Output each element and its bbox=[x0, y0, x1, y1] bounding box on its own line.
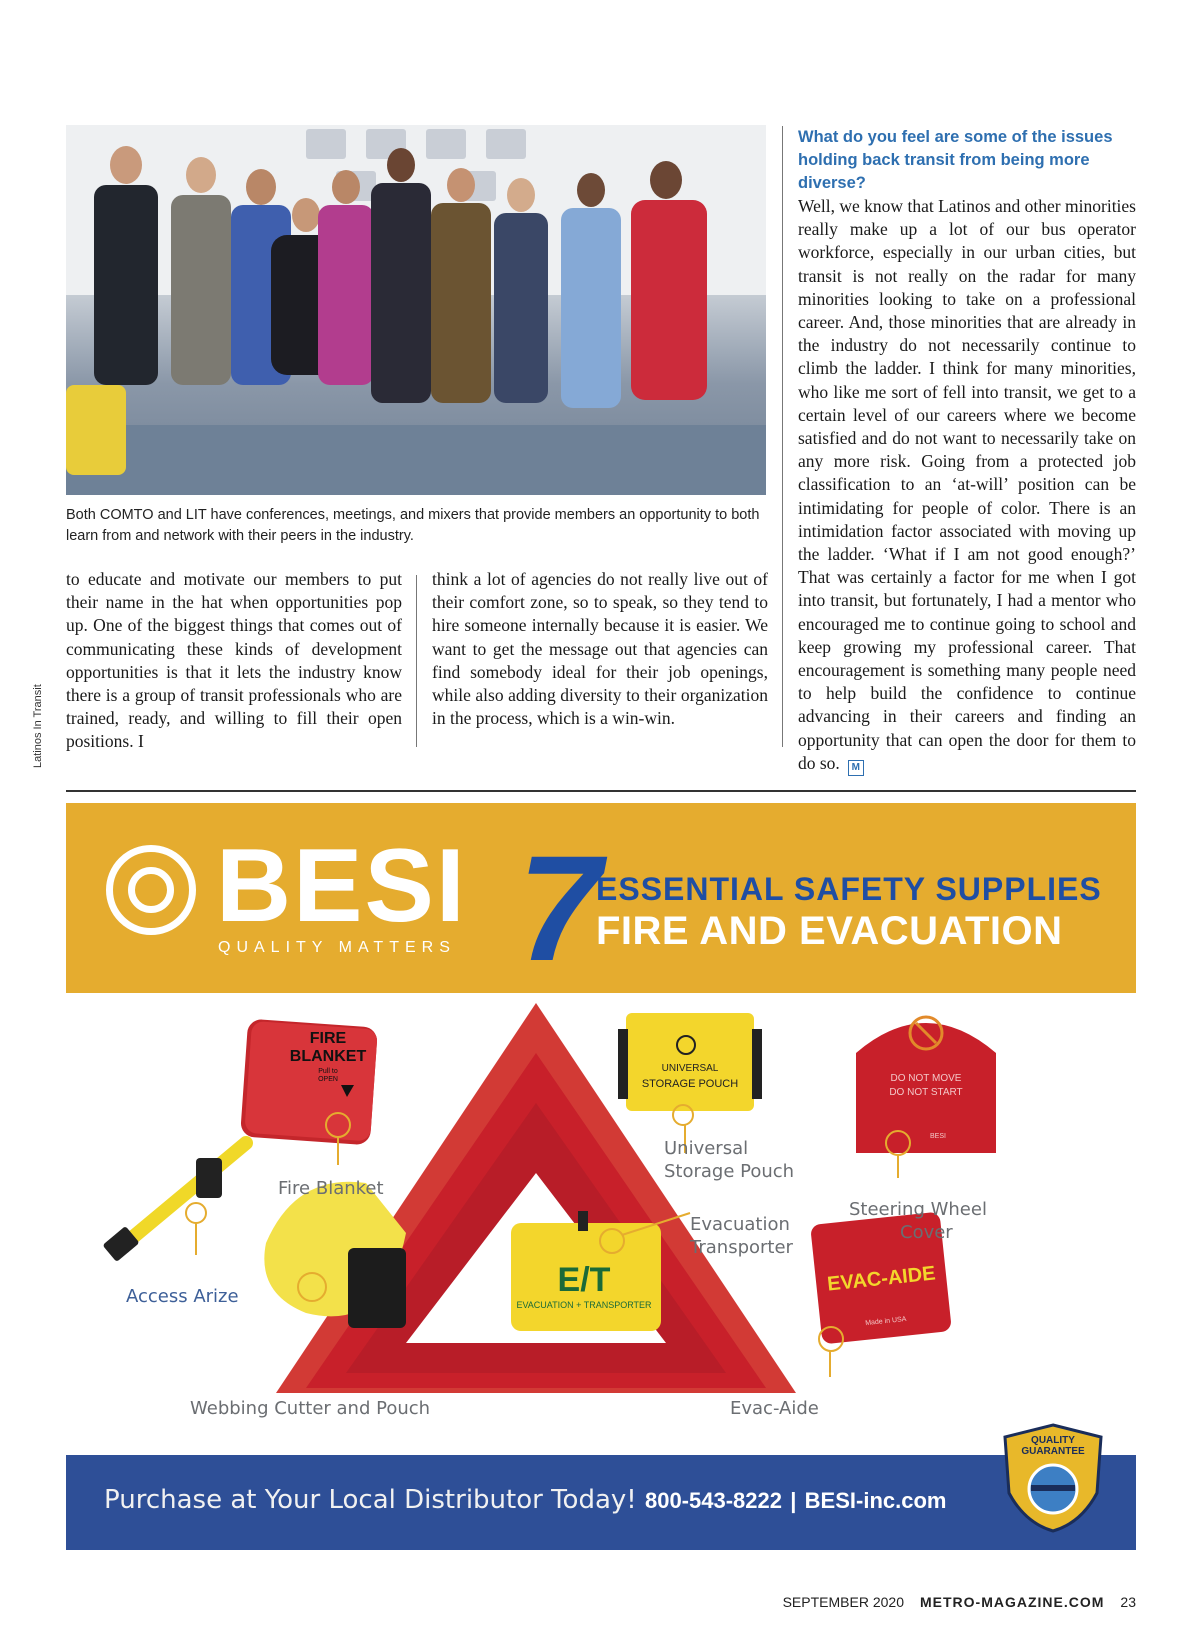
label-universal-pouch-2: Storage Pouch bbox=[664, 1161, 795, 1182]
access-arize-icon bbox=[102, 1143, 246, 1262]
label-access-arize: Access Arize bbox=[126, 1286, 239, 1307]
badge-line-2: GUARANTEE bbox=[1021, 1446, 1085, 1457]
product-print: DO NOT START bbox=[889, 1087, 963, 1098]
phone-number: 800-543-8222 bbox=[644, 1488, 782, 1513]
storage-pouch-icon bbox=[618, 1013, 762, 1111]
call-to-action bbox=[104, 1485, 946, 1515]
product-showcase bbox=[66, 993, 1136, 1455]
headline-line-2: FIRE AND EVACUATION bbox=[596, 909, 1063, 953]
article-column-3 bbox=[798, 126, 1136, 776]
interview-answer: Well, we know that Latinos and other minorities really make up a lot of our bus operator workforce, especially in our urban cities, but transit is not really on the radar for many minorities looking to take on a professional career. And, those minorities that are already in the industry do not necessarily continue to climb the ladder. I think for many minorities, who like me sort of fell into transit, we get to a certain level of our careers where we become satisfied and do not want to necessarily take on any more risk. Going from a protected job classification to an ‘at-will’ position can be intimidating for people of color. There is an intimidation factor associated with moving up the ladder. ‘What if I am not good enough?’ That was certainly a factor for me when I got into transit, but fortunately, I had a mentor who encouraged me to continue going to school and keep growing my professional career. That encouragement is something many people need to help build the confidence to continue advancing in their careers and finding an opportunity that can open the door for them to do so. bbox=[798, 196, 1136, 773]
product-print: BLANKET bbox=[289, 1048, 367, 1065]
label-steering-wheel-1: Steering Wheel bbox=[849, 1199, 987, 1220]
label-fire-blanket: Fire Blanket bbox=[278, 1178, 384, 1199]
headline-line-1: ESSENTIAL SAFETY SUPPLIES bbox=[596, 871, 1102, 907]
label-evac-transporter-2: Transporter bbox=[690, 1237, 793, 1258]
ad-footer-bar bbox=[66, 1455, 1136, 1550]
label-evac-transporter-1: Evacuation bbox=[690, 1214, 790, 1235]
product-print: Pull to bbox=[318, 1068, 338, 1075]
product-print: OPEN bbox=[318, 1076, 338, 1083]
besi-advertisement bbox=[66, 803, 1136, 1550]
besi-logo-icon bbox=[106, 845, 196, 935]
label-universal-pouch-1: Universal bbox=[664, 1138, 749, 1159]
page-footer bbox=[740, 1594, 1136, 1610]
headline-number: 7 bbox=[518, 824, 602, 992]
ad-header bbox=[66, 803, 1136, 993]
interview-question: What do you feel are some of the issues holding back transit from being more diverse? bbox=[798, 128, 1113, 192]
steering-wheel-cover-icon bbox=[856, 1017, 996, 1153]
cta-text: Purchase at Your Local Distributor Today! bbox=[104, 1485, 637, 1515]
product-print: STORAGE POUCH bbox=[641, 1078, 739, 1090]
brand-name: BESI bbox=[216, 828, 467, 944]
cta-separator: | bbox=[790, 1488, 797, 1513]
product-print: E/T bbox=[557, 1261, 611, 1299]
photo-credit: Latinos In Transit bbox=[32, 684, 44, 768]
photo-caption: Both COMTO and LIT have conferences, meetings, and mixers that provide members an opportunity to both learn from and network with their peers in the industry. bbox=[66, 507, 760, 544]
product-print: Made in USA bbox=[864, 1315, 907, 1328]
product-print: EVAC-AIDE bbox=[826, 1262, 937, 1296]
product-print: EVACUATION + TRANSPORTER bbox=[516, 1300, 652, 1310]
issue-date: SEPTEMBER 2020 bbox=[782, 1594, 904, 1610]
column-divider bbox=[416, 575, 417, 747]
label-steering-wheel-2: Cover bbox=[900, 1222, 953, 1243]
badge-line-1: QUALITY bbox=[1031, 1435, 1075, 1446]
product-print: BESI bbox=[930, 1133, 946, 1140]
website: BESI-inc.com bbox=[804, 1488, 947, 1513]
brand-tagline: QUALITY MATTERS bbox=[218, 939, 456, 956]
webbing-cutter-icon bbox=[264, 1182, 406, 1328]
product-print: UNIVERSAL bbox=[661, 1063, 719, 1074]
fire-blanket-icon bbox=[240, 1019, 378, 1146]
article-column-1: to educate and motivate our members to put their name in the hat when opportunities pop up. One of the biggest things that comes out of communicating these kinds of development opportunities is that it lets the industry know there is a group of transit professionals who are trained, ready, and willing to fill their open positions. I bbox=[66, 569, 402, 752]
product-print: FIRE bbox=[309, 1030, 347, 1047]
warning-triangle-icon bbox=[66, 993, 1136, 1455]
group-photo-icon bbox=[66, 125, 766, 495]
group-photo bbox=[66, 125, 766, 495]
end-mark-icon: M bbox=[848, 760, 864, 776]
page-number: 23 bbox=[1120, 1594, 1136, 1610]
label-evac-aide: Evac-Aide bbox=[730, 1398, 819, 1419]
magazine-url: METRO-MAGAZINE.COM bbox=[919, 1594, 1105, 1610]
quality-guarantee-badge bbox=[1001, 1423, 1105, 1533]
article-column-2: think a lot of agencies do not really live out of their comfort zone, so to speak, so they tend to hire someone internally because it is easier. We want to get the message out that agencies can find somebody ideal for their job openings, while also adding diversity to their organization in the process, which is a win-win. bbox=[432, 569, 768, 729]
column-divider bbox=[782, 126, 783, 747]
section-divider bbox=[66, 790, 1136, 792]
label-webbing-cutter: Webbing Cutter and Pouch bbox=[190, 1398, 431, 1419]
product-print: DO NOT MOVE bbox=[890, 1073, 962, 1084]
